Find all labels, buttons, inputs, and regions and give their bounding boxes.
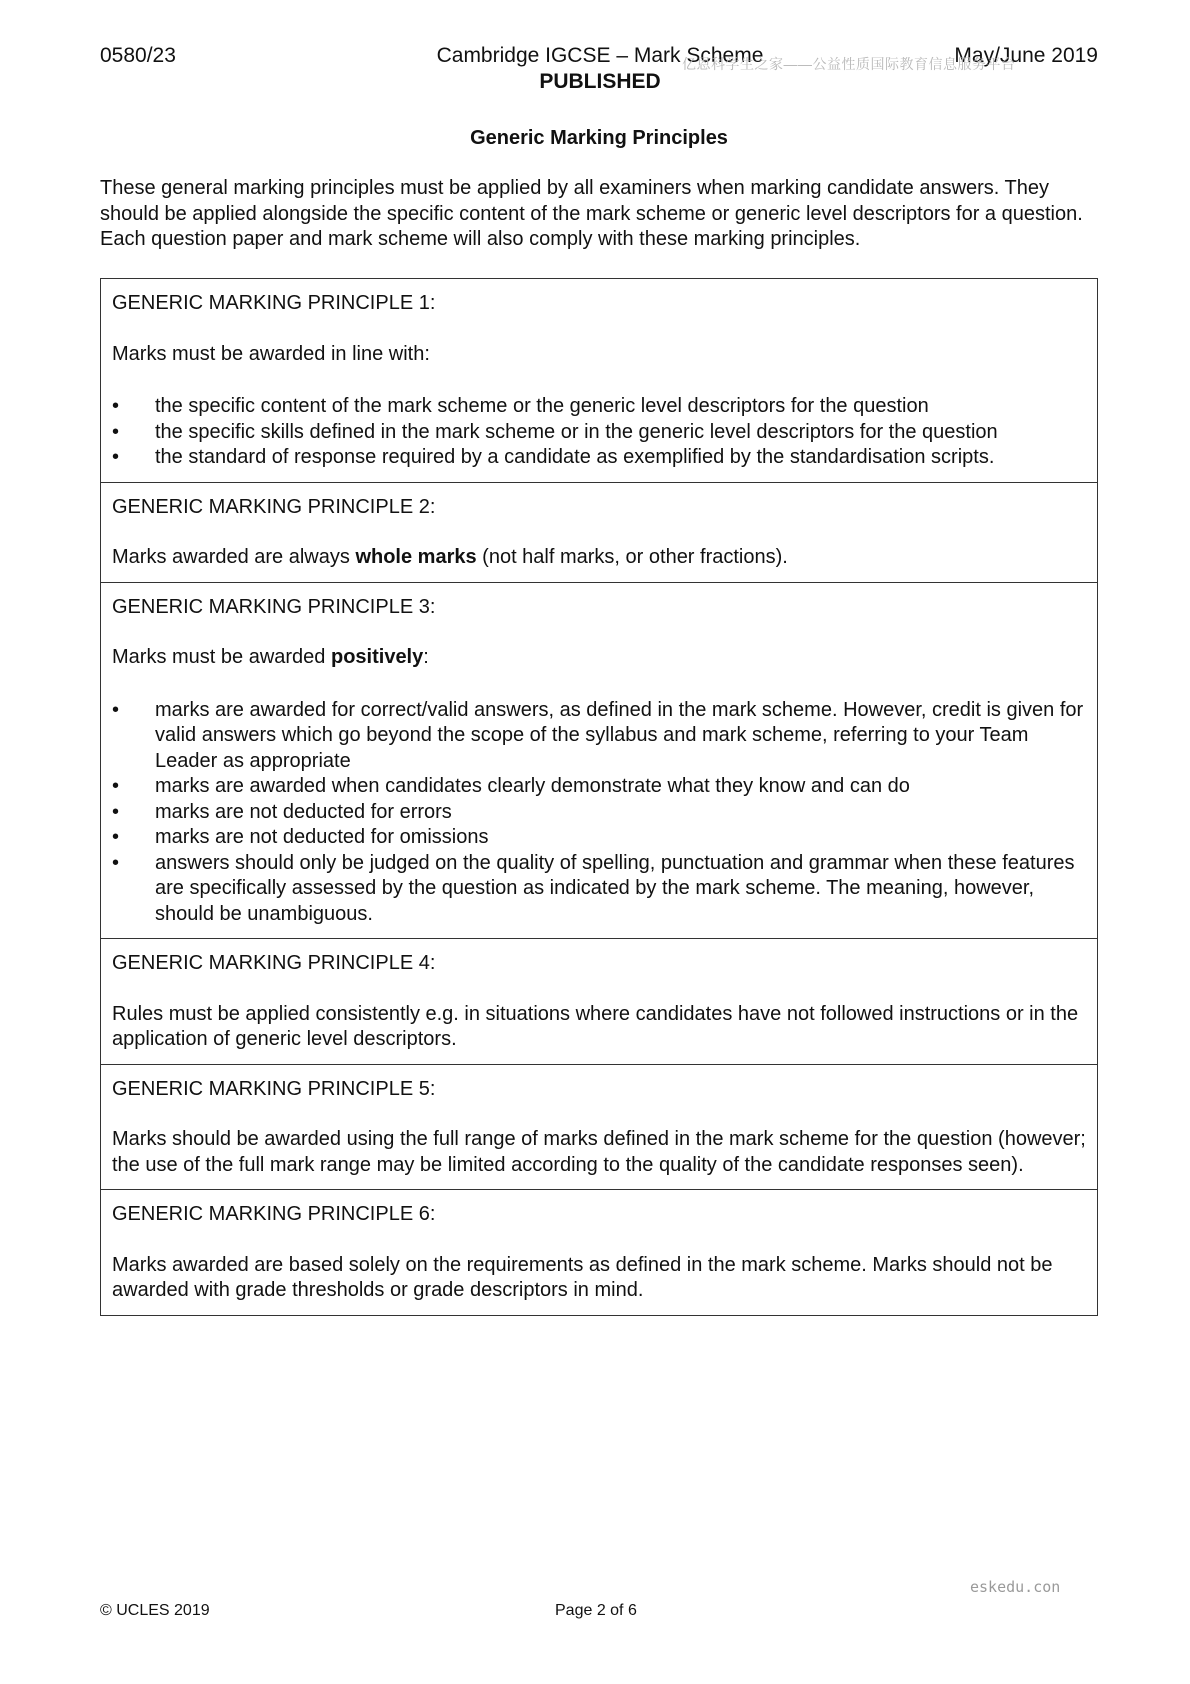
- document-title: Cambridge IGCSE – Mark Scheme: [436, 44, 764, 67]
- principle-cell-5: [101, 1064, 1097, 1190]
- bullet-icon: •: [112, 698, 120, 721]
- bullet-item: [112, 420, 1087, 446]
- principle-title: GENERIC MARKING PRINCIPLE 4:: [112, 952, 436, 974]
- bullet-item: [112, 800, 1087, 826]
- principle-cell-2: [101, 482, 1097, 582]
- paper-code: 0580/23: [100, 44, 176, 67]
- principle-text: Rules must be applied consistently e.g. in situations where candidates have not followed instructions or in the application of generic level descriptors.: [112, 1002, 1079, 1050]
- footer-watermark: eskedu.con: [970, 1578, 1061, 1596]
- principle-text: Marks awarded are based solely on the requirements as defined in the mark scheme. Marks should not be awarded with grade thresholds or grade descriptors in mind.: [112, 1253, 1053, 1301]
- bullet-text: answers should only be judged on the quality of spelling, punctuation and grammar when these features are specifically assessed by the question as indicated by the mark scheme. The meaning, however, should be unambiguous.: [155, 851, 1075, 925]
- principle-title: GENERIC MARKING PRINCIPLE 3:: [112, 595, 436, 618]
- text-segment: (not half marks, or other fractions).: [476, 546, 788, 568]
- bullet-text: marks are awarded for correct/valid answers, as defined in the mark scheme. However, credit is given for valid answers which go beyond the scope of the syllabus and mark scheme, referring to your Team Leader as appropriate: [155, 698, 1084, 772]
- bullet-icon: •: [112, 420, 120, 443]
- bullet-icon: •: [112, 851, 120, 874]
- principle-cell-4: [101, 938, 1097, 1064]
- principle-cell-6: [101, 1189, 1097, 1315]
- text-segment: :: [423, 646, 429, 668]
- principle-title: GENERIC MARKING PRINCIPLE 6:: [112, 1203, 436, 1225]
- bullet-text: the standard of response required by a candidate as exemplified by the standardisation scripts.: [155, 446, 995, 468]
- emphasis-text: positively: [330, 646, 424, 668]
- bullet-icon: •: [112, 446, 120, 468]
- principle-title: GENERIC MARKING PRINCIPLE 2:: [112, 495, 436, 518]
- watermark-text: 亿恩科学生之家——公益性质国际教育信息服务平台: [682, 56, 1016, 72]
- bullet-text: the specific content of the mark scheme or the generic level descriptors for the question: [155, 395, 929, 417]
- principle-bullet-list: [112, 394, 1087, 471]
- principle-cell-1: [101, 279, 1097, 482]
- principles-table: [100, 278, 1098, 1316]
- bullet-text: marks are not deducted for errors: [155, 800, 452, 823]
- text-segment: Marks awarded are always: [112, 546, 356, 568]
- principle-bullet-list: [112, 698, 1087, 928]
- bullet-item: [112, 774, 1087, 800]
- bullet-text: marks are not deducted for omissions: [155, 826, 489, 848]
- bullet-icon: •: [112, 775, 120, 797]
- principle-text: Marks must be awarded in line with:: [112, 342, 430, 365]
- principle-text: [112, 645, 1087, 671]
- emphasis-text: whole marks: [355, 546, 477, 568]
- bullet-icon: •: [112, 395, 120, 417]
- copyright-notice: © UCLES 2019: [100, 1602, 210, 1619]
- text-segment: Marks must be awarded: [112, 646, 331, 668]
- page-number: Page 2 of 6: [555, 1602, 637, 1619]
- bullet-text: the specific skills defined in the mark scheme or in the generic level descriptors for the question: [155, 420, 998, 443]
- bullet-icon: •: [112, 800, 120, 823]
- bullet-item: [112, 851, 1087, 928]
- bullet-item: [112, 394, 1087, 420]
- bullet-text: marks are awarded when candidates clearly demonstrate what they know and can do: [155, 775, 910, 797]
- exam-session: May/June 2019: [954, 44, 1098, 67]
- principle-title: GENERIC MARKING PRINCIPLE 5:: [112, 1077, 436, 1100]
- bullet-item: [112, 445, 1087, 471]
- section-heading: Generic Marking Principles: [470, 127, 728, 149]
- bullet-icon: •: [112, 826, 120, 848]
- principle-text: Marks should be awarded using the full range of marks defined in the mark scheme for the question (however; the use of the full mark range may be limited according to the quality of the candidate responses seen).: [112, 1128, 1086, 1176]
- bullet-item: [112, 825, 1087, 851]
- published-label: PUBLISHED: [539, 70, 661, 93]
- intro-paragraph: These general marking principles must be applied by all examiners when marking candidate answers. They should be applied alongside the specific content of the mark scheme or generic level descriptors for a question. Each question paper and mark scheme will also comply with these marking principles.: [100, 177, 1083, 250]
- principle-title: GENERIC MARKING PRINCIPLE 1:: [112, 292, 436, 314]
- principle-text: [112, 545, 1087, 571]
- principle-cell-3: [101, 582, 1097, 939]
- bullet-item: [112, 698, 1087, 775]
